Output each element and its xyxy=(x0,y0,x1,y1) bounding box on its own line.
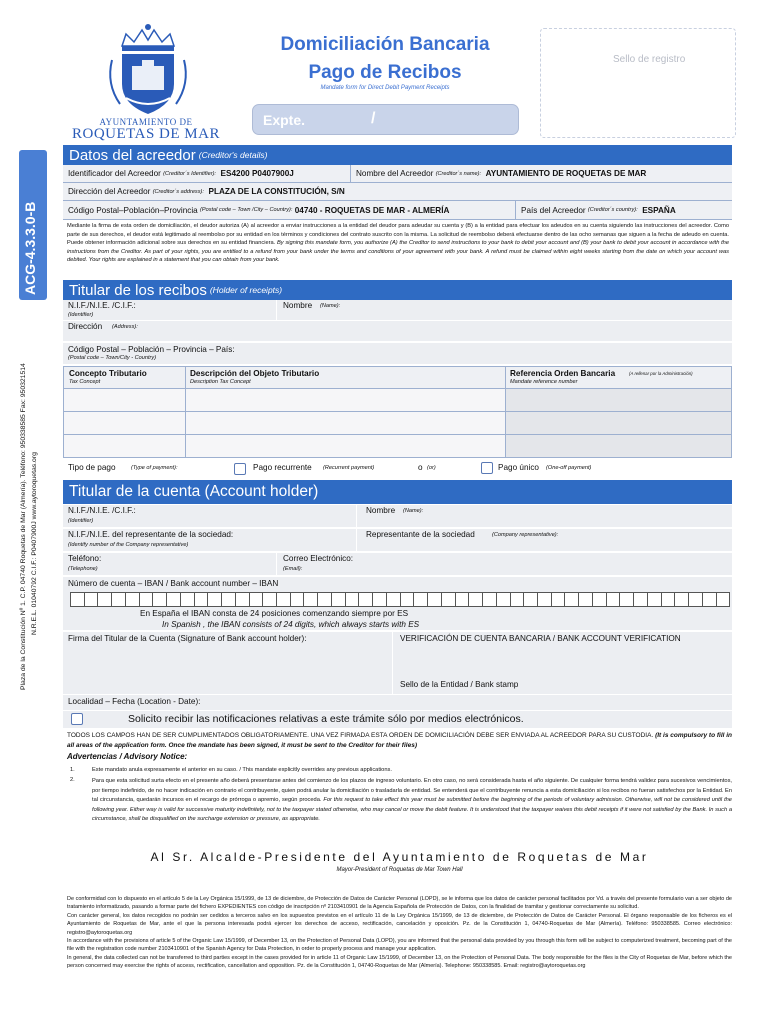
electronic-checkbox[interactable] xyxy=(71,713,83,725)
payment-type-row xyxy=(63,461,732,477)
receipts-postal-en: (Postal code – Town/City - Country) xyxy=(68,355,157,361)
creditor-country-value: ESPAÑA xyxy=(642,205,676,215)
creditor-id-label: Identificador del Acreedor xyxy=(68,169,161,178)
creditor-legal-en: By signing this mandate form, you authorize (A) the Creditor to send instructions to your bank to debit your account and (B) your bank to debit your account in accordance with the instructions from the Creditor. As part of your rights, you are entitled to a refund from your bank under the terms and conditions of your agreement with your bank. A refund must be claimed within eight weeks starting from the date on which your account was debited. Your rights are explained in a statement that you can obtain from your bank. xyxy=(67,240,729,264)
registry-stamp-label: Sello de registro xyxy=(613,54,686,65)
creditor-row-3 xyxy=(63,201,732,220)
creditor-title-en: (Creditor's details) xyxy=(198,150,268,160)
account-nif-en: (Identifier) xyxy=(68,518,94,524)
iban-input[interactable] xyxy=(70,592,730,607)
logo-line-2: ROQUETAS DE MAR xyxy=(72,126,220,142)
required-notice xyxy=(67,731,732,751)
receipts-name-label: Nombre xyxy=(283,301,313,310)
creditor-postal-value: 04740 - ROQUETAS DE MAR - ALMERÍA xyxy=(294,205,450,215)
creditor-address-label: Dirección del Acreedor xyxy=(68,187,151,196)
creditor-legal-es: Mediante la firma de esta orden de domiciliación, el deudor autoriza (A) al acreedor a enviar instrucciones a la entidad del deudor para adeudar su cuenta y (B) a la entidad para efectuar los adeudos en su cuenta siguiendo las instrucciones del acreedor. Como parte de sus derechos, el deudor está legitimado al reembolso por su entidad en los términos y condiciones del contrato suscrito con la misma. La solicitud de reembolso deberá efectuarse dentro de las ocho semanas que siguen a la fecha de adeudo en cuenta. Puede obtener información adicional sobre sus derechos en su entidad financiera. xyxy=(67,223,729,247)
note-2-es: Para que esta solicitud surta efecto en el presente año deberá presentarse antes del comienzo de los plazos de ingreso voluntario. En otro caso, no será considerada hasta el año siguiente. De cualquier forma tendrá validez para sucesivos vencimientos, por tiempo indefinido, de no hacer indicación en contrario el contribuyente, quien podrá anular la domiciliación o trasladarla de entidad. Se entenderá que el contribuyente renuncia a esta domiciliación si los recibos no fueran satisfechos por la Entidad. En tal circunstancia, quedarán incursos en el recargo de prórroga o apremio, según proceda. xyxy=(92,778,732,803)
note-1-num: 1. xyxy=(70,767,75,773)
creditor-row-2 xyxy=(63,183,732,201)
iban-note-es: En España el IBAN consta de 24 posiciones comenzando siempre por ES xyxy=(140,609,409,618)
creditor-name-value: AYUNTAMIENTO DE ROQUETAS DE MAR xyxy=(485,169,647,178)
col-reference-en: Mandate reference number xyxy=(510,379,578,385)
lopd-en-2: In general, the data collected can not be transferred to third parties except in the cases provided for in article 11 of Organic Law 15/1999, of December 13, on the Protection of Personal Data. The body responsible for the files is the City of Roquetas de Mar, before which the person concerned may exercise the rights of access, rectification, cancellation and opposition. Pz. de la Constitución 1, 04740-Roquetas de Mar (Almería). Telephone: 950338585. Email: registro@aytoroquetas.org xyxy=(67,954,732,970)
recurrent-checkbox[interactable] xyxy=(234,463,246,475)
rep-en: (Company representative): xyxy=(492,532,559,538)
page-title-2: Pago de Recibos xyxy=(308,62,462,83)
side-code: ACG-4.3.3.0-B xyxy=(22,201,38,295)
reference-cell xyxy=(506,388,731,457)
receipts-address-label: Dirección xyxy=(68,322,103,331)
payment-type-label: Tipo de pago xyxy=(68,463,116,472)
advice-title: Advertencias / Advisory Notice: xyxy=(67,752,188,761)
account-section-header xyxy=(63,480,732,504)
receipts-name-en: (Name): xyxy=(320,303,341,309)
verification-label: VERIFICACIÓN DE CUENTA BANCARIA / BANK ACCOUNT VERIFICATION xyxy=(400,634,681,643)
iban-label: Número de cuenta – IBAN / Bank account number – IBAN xyxy=(68,579,279,588)
side-ids: N.R.E.L. 01040792 C.I.F.: P0407900J www.aytoroquetas.org xyxy=(31,452,38,635)
lopd-en: In accordance with the provisions of article 5 of the Organic Law 15/1999, of December 13, on the Protection of Personal Data (LOPD), you are informed that the personal data provided by you through this form will be subject to computerized treatment, becoming part of the file with the registration code number 2103410901 of the Spanish Agency for Data Protection, in order to properly process and manage your application. xyxy=(67,938,732,953)
side-address: Plaza de la Constitución Nº 1. C.P. 04740 Roquetas de Mar (Almería). Teléfono: 950338585 Fax: 950321514 xyxy=(20,363,27,690)
addressee-en: Mayor-President of Roquetas de Mar Town Hall xyxy=(336,867,463,873)
oneoff-checkbox[interactable] xyxy=(481,462,493,474)
lopd-es-2: Con carácter general, los datos recogidos no podrán ser cedidos a terceros salvo en los supuestos previstos en el artículo 11 de la Ley Orgánica 15/1999, de 13 de diciembre, de Protección de Datos de Carácter Personal. El órgano responsable de los ficheros es el Ayuntamiento de Roquetas de Mar, ante el que la persona interesada podrá ejercer los derechos de acceso, rectificación, cancelación y oposición. Pz. de la Constitución 1, 04740-Roquetas de Mar (Almería). Teléfono: 950338585. Correo electrónico: registro@aytoroquetas.org xyxy=(67,912,732,936)
account-name-en: (Name): xyxy=(403,508,424,514)
payment-type-en: (Type of payment): xyxy=(131,465,178,471)
creditor-name-label-en: (Creditor´s name): xyxy=(435,170,482,177)
or-label: o xyxy=(418,463,423,472)
phone-en: (Telephone) xyxy=(68,566,98,572)
account-title: Titular de la cuenta (Account holder) xyxy=(69,483,319,500)
expte-field[interactable] xyxy=(252,104,519,135)
receipts-nif-en: (Identifier) xyxy=(68,312,94,318)
rep-nif-en: (Identify number of the Company representative) xyxy=(68,542,189,548)
col-reference-note: (A rellenar por la Administración) xyxy=(629,371,693,376)
concept-cell[interactable] xyxy=(64,388,185,457)
receipts-section-header xyxy=(63,280,732,300)
col-description: Descripción del Objeto Tributario xyxy=(190,369,320,378)
receipts-address-field[interactable] xyxy=(63,321,732,341)
note-2-text xyxy=(92,777,732,825)
registry-stamp-box xyxy=(540,28,736,138)
note-2-num: 2. xyxy=(70,777,75,783)
required-text: TODOS LOS CAMPOS HAN DE SER CUMPLIMENTADOS OBLIGATORIAMENTE. UNA VEZ FIRMADA ESTA ORDEN DE DOMICILIACIÓN DEBE SER ENVIADA AL ACREEDOR PARA SU CUSTODIA. xyxy=(67,732,654,739)
creditor-postal-label-en: (Postal code – Town /City – Country): xyxy=(200,207,293,213)
recurrent-en: (Recurrent payment) xyxy=(323,465,375,471)
creditor-country-label-en: (Creditor´s country): xyxy=(587,207,638,213)
addressee: Al Sr. Alcalde-Presidente del Ayuntamiento de Roquetas de Mar xyxy=(150,850,649,864)
page-title: Domiciliación Bancaria xyxy=(280,34,490,55)
creditor-country-label: País del Acreedor xyxy=(521,205,586,215)
account-name-label: Nombre xyxy=(366,506,396,515)
or-en: (or) xyxy=(427,465,436,471)
receipts-title: Titular de los recibos xyxy=(69,281,207,299)
iban-note-en: In Spanish , the IBAN consists of 24 digits, which always starts with ES xyxy=(162,620,420,629)
account-nif-label: N.I.F./N.I.E. /C.I.F.: xyxy=(68,506,136,515)
receipts-table xyxy=(63,366,732,458)
creditor-name-label: Nombre del Acreedor xyxy=(356,169,434,178)
creditor-title: Datos del acreedor xyxy=(69,146,196,164)
receipts-nif-label: N.I.F./N.I.E. /C.I.F.: xyxy=(68,301,136,310)
page-subtitle: Mandate form for Direct Debit Payment Receipts xyxy=(320,85,450,91)
electronic-label: Solicito recibir las notificaciones relativas a este trámite sólo por medios electrónicos. xyxy=(128,713,524,725)
creditor-postal-label: Código Postal–Población–Provincia xyxy=(68,205,198,215)
lopd-es: De conformidad con lo dispuesto en el artículo 5 de la Ley Orgánica 15/1999, de 13 de diciembre, de Protección de Datos de Carácter Personal (LOPD), se le informa que los datos de carácter personal facilitados por Vd. a través del presente formulario van a ser objeto de tratamiento informatizado, pasando a formar parte del fichero EXPEDIENTES con código de inscripción nº 2103410901 de la Agencia Española de Protección de Datos, con la finalidad de tramitar y gestionar correctamente su solicitud. xyxy=(67,896,732,911)
col-description-en: Description Tax Concept xyxy=(190,379,251,385)
rep-nif-label: N.I.F./N.I.E. del representante de la sociedad: xyxy=(68,530,234,539)
note-1-text: Este mandato anula expresamente el anterior en su caso. / This mandate explicitly overrides any previous applications. xyxy=(92,767,392,773)
email-en: (Email): xyxy=(283,566,303,572)
creditor-id-label-en: (Creditor´s Identifier): xyxy=(163,170,216,177)
receipts-address-en: (Address): xyxy=(112,324,138,330)
receipts-title-en: (Holder of receipts) xyxy=(209,285,283,295)
signature-label: Firma del Titular de la Cuenta (Signature of Bank account holder): xyxy=(68,634,307,643)
creditor-row-1 xyxy=(63,165,732,183)
data-protection-text xyxy=(67,895,732,971)
expte-label: Expte. xyxy=(263,112,306,128)
recurrent-label: Pago recurrente xyxy=(253,463,312,472)
note-2-en: For this request to take effect this year must be submitted before the beginning of the periods of voluntary admission. Otherwise, will not be considered until the following year. Either way is valid for successive maturity indefinitely, not to the taxpayer stated otherwise, who may cancel or move the debit feature. It is understood that the taxpayer waives this debit receipts if it were not satisfied by the Bank. In such a circumstance, shall be disqualified on the surcharge extension or pressure, as appropriate. xyxy=(92,797,732,822)
receipts-name-field[interactable] xyxy=(277,300,732,320)
email-label: Correo Electrónico: xyxy=(283,554,354,563)
col-reference: Referencia Orden Bancaria xyxy=(510,369,616,378)
phone-label: Teléfono: xyxy=(68,554,102,563)
receipts-postal-label: Código Postal – Población – Provincia – País: xyxy=(68,345,235,354)
expte-separator: / xyxy=(371,110,376,127)
creditor-legal-text xyxy=(67,222,729,265)
col-concept-en: Tax Concept xyxy=(69,379,101,385)
rep-label: Representante de la sociedad xyxy=(366,530,475,539)
oneoff-label: Pago único xyxy=(498,463,539,472)
required-text-en: (It is compulsory to fill in all areas of the application form. Once the mandate has been signed, it must be sent to the Creditor for their files) xyxy=(67,732,733,749)
creditor-section-header xyxy=(63,145,732,165)
bank-stamp-label: Sello de la Entidad / Bank stamp xyxy=(400,680,519,689)
description-cell[interactable] xyxy=(186,388,505,457)
place-date-label: Localidad – Fecha (Location - Date): xyxy=(68,697,201,706)
creditor-address-label-en: (Creditor´s address): xyxy=(152,188,204,195)
oneoff-en: (One-off payment) xyxy=(546,465,592,471)
creditor-address-value: PLAZA DE LA CONSTITUCIÓN, S/N xyxy=(208,187,345,196)
col-concept: Concepto Tributario xyxy=(69,369,147,378)
creditor-id-value: ES4200 P0407900J xyxy=(220,169,294,178)
logo-line-1: AYUNTAMIENTO DE xyxy=(99,117,193,127)
